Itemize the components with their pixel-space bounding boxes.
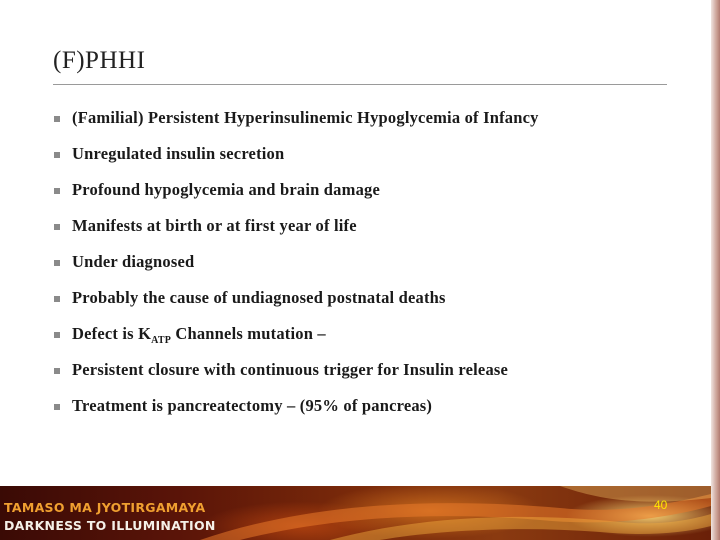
bullet-item [53,216,539,252]
title-divider [53,84,667,85]
bullet-item [53,252,539,288]
square-bullet-icon [54,368,60,374]
page-number: 40 [654,498,668,512]
bullet-item [53,324,539,360]
square-bullet-icon [54,260,60,266]
square-bullet-icon [54,152,60,158]
bullet-text: Unregulated insulin secretion [72,144,285,163]
bullet-item [53,108,539,144]
bullet-text: Persistent closure with continuous trigger for Insulin release [72,360,509,379]
square-bullet-icon [54,188,60,194]
footer-motto-line1: TAMASO MA JYOTIRGAMAYA [4,500,206,515]
slide-edge-decoration [711,0,720,540]
bullet-text-part: Channels mutation – [171,324,326,343]
bullet-item [53,288,539,324]
bullet-text: Under diagnosed [72,252,195,271]
katp-subscript: ATP [151,335,172,346]
square-bullet-icon [54,404,60,410]
bullet-text-part: Defect is K [72,324,152,343]
bullet-item [53,360,539,396]
square-bullet-icon [54,332,60,338]
bullet-text: (Familial) Persistent Hyperinsulinemic Hypoglycemia of Infancy [72,108,539,127]
bullet-item [53,396,539,432]
bullet-text: Treatment is pancreatectomy – (95% of pancreas) [72,396,433,415]
bullet-text: Probably the cause of undiagnosed postnatal deaths [72,288,446,307]
bullet-text: Manifests at birth or at first year of life [72,216,357,235]
slide-title: (F)PHHI [53,47,146,74]
square-bullet-icon [54,116,60,122]
square-bullet-icon [54,296,60,302]
footer-motto-line2: DARKNESS TO ILLUMINATION [4,518,216,533]
bullet-list [53,108,539,432]
bullet-item [53,144,539,180]
square-bullet-icon [54,224,60,230]
bullet-item [53,180,539,216]
footer-banner [0,486,711,540]
bullet-text: Profound hypoglycemia and brain damage [72,180,380,199]
bullet-text [72,324,326,344]
